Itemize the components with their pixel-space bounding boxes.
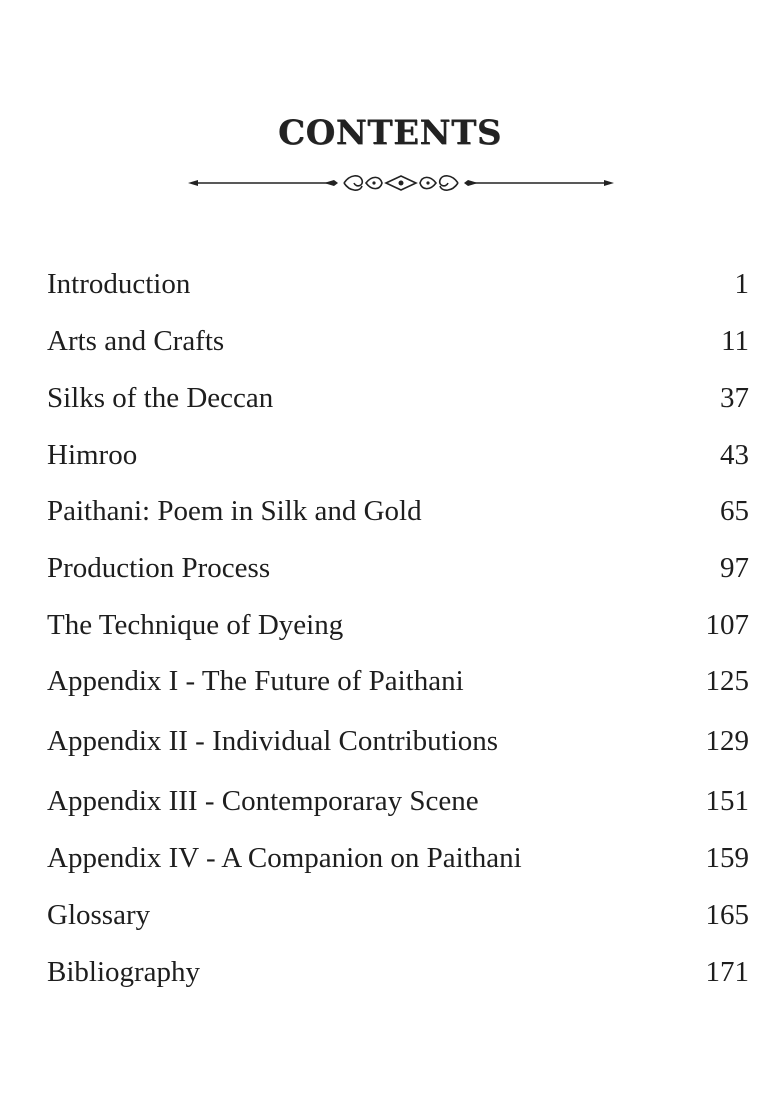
toc-entry-page: 43 [720, 439, 749, 471]
toc-entry-title: Introduction [47, 268, 191, 300]
toc-entry[interactable] [47, 956, 749, 996]
toc-entry-page: 65 [720, 495, 749, 527]
toc-entry[interactable] [47, 842, 749, 882]
toc-entry[interactable] [47, 552, 749, 592]
toc-entry[interactable] [47, 439, 749, 479]
page-title: CONTENTS [278, 113, 502, 153]
toc-entry[interactable] [47, 609, 749, 649]
toc-entry-page: 151 [705, 785, 749, 817]
toc-entry[interactable] [47, 325, 749, 365]
toc-entry[interactable] [47, 899, 749, 939]
toc-entry[interactable] [47, 665, 749, 705]
toc-entry[interactable] [47, 495, 749, 535]
toc-entry-title: Production Process [47, 552, 271, 584]
toc-entry-page: 159 [705, 842, 749, 874]
toc-entry-title: Appendix I - The Future of Paithani [47, 665, 464, 697]
toc-entry-page: 165 [705, 899, 749, 931]
toc-entry-page: 1 [734, 268, 749, 300]
toc-entry-title: Appendix IV - A Companion on Paithani [47, 842, 522, 874]
toc-entry-title: Silks of the Deccan [47, 382, 274, 414]
toc-entry-page: 107 [705, 609, 749, 641]
toc-entry-title: Glossary [47, 899, 151, 931]
toc-entry-page: 97 [720, 552, 749, 584]
toc-entry-page: 11 [721, 325, 749, 357]
toc-entry-title: The Technique of Dyeing [47, 609, 344, 641]
toc-entry[interactable] [47, 785, 749, 825]
toc-entry-title: Himroo [47, 439, 138, 471]
toc-entry[interactable] [47, 382, 749, 422]
toc-entry[interactable] [47, 268, 749, 308]
toc-entry-title: Bibliography [47, 956, 201, 988]
toc-entry-page: 37 [720, 382, 749, 414]
toc-entry-title: Appendix III - Contemporaray Scene [47, 785, 479, 817]
toc-entry-title: Arts and Crafts [47, 325, 225, 357]
toc-entry-page: 125 [705, 665, 749, 697]
toc-entry-title: Paithani: Poem in Silk and Gold [47, 495, 422, 527]
toc-entry-page: 129 [705, 725, 749, 757]
toc-entry-title: Appendix II - Individual Contributions [47, 725, 499, 757]
toc-entry[interactable] [47, 725, 749, 765]
toc-entry-page: 171 [705, 956, 749, 988]
